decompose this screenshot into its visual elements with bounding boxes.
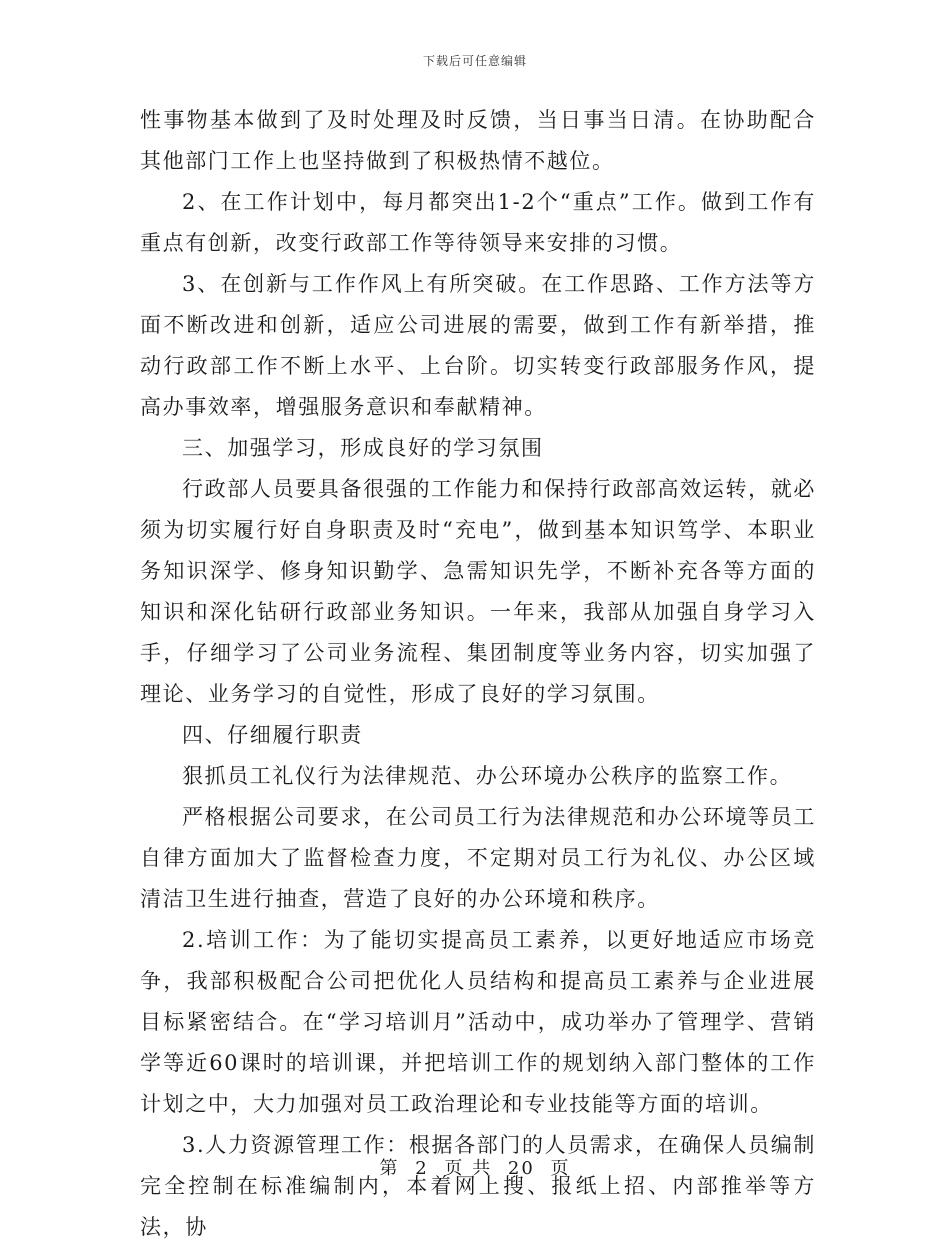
footer-suffix: 页	[550, 1158, 571, 1179]
page-header-note: 下载后可任意编辑	[422, 54, 527, 68]
paragraph: 严格根据公司要求，在公司员工行为法律规范和办公环境等员工自律方面加大了监督检查力度，不定期对员工行为礼仪、办公区域清洁卫生进行抽查，营造了良好的办公环境和秩序。	[140, 805, 816, 911]
paragraph: 2.培训工作：为了能切实提高员工素养，以更好地适应市场竞争，我部积极配合公司把优化人员结构和提高员工素养与企业进展目标紧密结合。在“学习培训月”活动中，成功举办了管理学、营销学等近60课时的培训课，并把培训工作的规划纳入部门整体的工作计划之中，大力加强对员工政治理论和专业技能等方面的培训。	[140, 928, 816, 1116]
section-heading: 三、加强学习，形成良好的学习氛围	[182, 436, 544, 460]
paragraph: 狠抓员工礼仪行为法律规范、办公环境办公秩序的监察工作。	[182, 764, 793, 788]
footer-prefix: 第	[379, 1158, 400, 1179]
document-body	[140, 100, 816, 1248]
current-page-number: 2	[415, 1158, 429, 1179]
paragraph: 2、在工作计划中，每月都突出1-2个“重点”工作。做到工作有重点有创新，改变行政部工作等待领导来安排的习惯。	[140, 190, 816, 255]
footer-middle: 页 共	[444, 1158, 493, 1179]
paragraph: 行政部人员要具备很强的工作能力和保持行政部高效运转，就必须为切实履行好自身职责及时“充电”，做到基本知识笃学、本职业务知识深学、修身知识勤学、急需知识先学，不断补充各等方面的知识和深化钻研行政部业务知识。一年来，我部从加强自身学习入手，仔细学习了公司业务流程、集团制度等业务内容，切实加强了理论、业务学习的自觉性，形成了良好的学习氛围。	[140, 477, 816, 706]
paragraph: 3.人力资源管理工作：根据各部门的人员需求，在确保人员编制完全控制在标准编制内，本着网上搜、报纸上招、内部推举等方法，协	[140, 1133, 816, 1239]
section-heading: 四、仔细履行职责	[182, 723, 363, 747]
page-footer	[0, 1154, 950, 1180]
total-page-count: 20	[507, 1158, 535, 1179]
paragraph: 性事物基本做到了及时处理及时反馈，当日事当日清。在协助配合其他部门工作上也坚持做到了积极热情不越位。	[140, 108, 816, 173]
paragraph: 3、在创新与工作作风上有所突破。在工作思路、工作方法等方面不断改进和创新，适应公司进展的需要，做到工作有新举措，推动行政部工作不断上水平、上台阶。切实转变行政部服务作风，提高办事效率，增强服务意识和奉献精神。	[140, 272, 816, 419]
